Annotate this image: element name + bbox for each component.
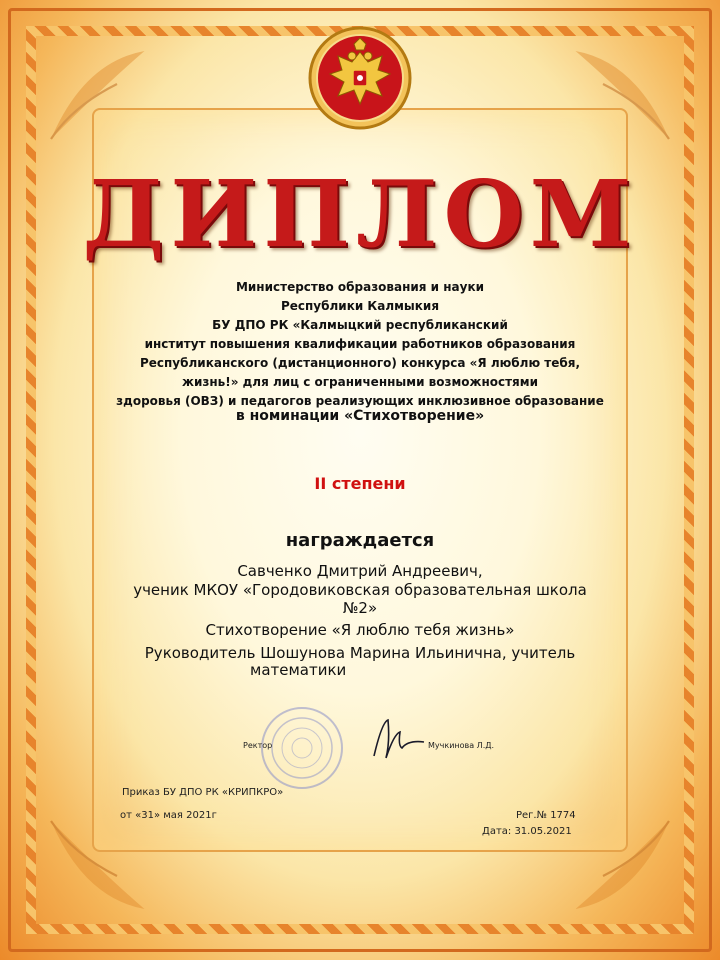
recipient-school: ученик МКОУ «Городовиковская образовательная школа bbox=[133, 581, 587, 599]
recipient-school-number: №2» bbox=[342, 599, 378, 617]
header-line: Республики Калмыкия bbox=[280, 299, 440, 313]
award-degree: II степени bbox=[314, 474, 406, 493]
nomination: в номинации «Стихотворение» bbox=[235, 408, 485, 424]
rector-label: Ректор bbox=[243, 741, 273, 750]
supervisor-subject: математики bbox=[250, 661, 347, 679]
handwritten-signature bbox=[368, 712, 428, 764]
header-line: жизнь!» для лиц с ограниченными возможностями bbox=[182, 375, 538, 389]
issue-date: Дата: 31.05.2021 bbox=[482, 826, 572, 837]
header-text bbox=[100, 278, 620, 411]
header-line: Министерство образования и науки bbox=[235, 280, 485, 294]
order-date: от «31» мая 2021г bbox=[120, 810, 217, 821]
diploma-title: ДИПЛОМ bbox=[82, 160, 638, 268]
header-line: Республиканского (дистанционного) конкурса «Я люблю тебя, bbox=[139, 356, 581, 370]
awarded-label: награждается bbox=[285, 530, 435, 551]
registration-number: Рег.№ 1774 bbox=[516, 810, 576, 821]
header-line: БУ ДПО РК «Калмыцкий республиканский bbox=[212, 318, 508, 332]
russian-coat-of-arms-icon bbox=[308, 22, 412, 130]
header-line: институт повышения квалификации работников образования bbox=[144, 337, 576, 351]
recipient-name: Савченко Дмитрий Андреевич, bbox=[237, 562, 483, 580]
supervisor: Руководитель Шошунова Марина Ильинична, учитель bbox=[144, 644, 576, 662]
rector-name: Мучкинова Л.Д. bbox=[428, 741, 495, 750]
header-line: здоровья (ОВЗ) и педагогов реализующих инклюзивное образование bbox=[116, 394, 604, 408]
order-text: Приказ БУ ДПО РК «КРИПКРО» bbox=[122, 787, 284, 798]
work-title: Стихотворение «Я люблю тебя жизнь» bbox=[205, 621, 515, 639]
